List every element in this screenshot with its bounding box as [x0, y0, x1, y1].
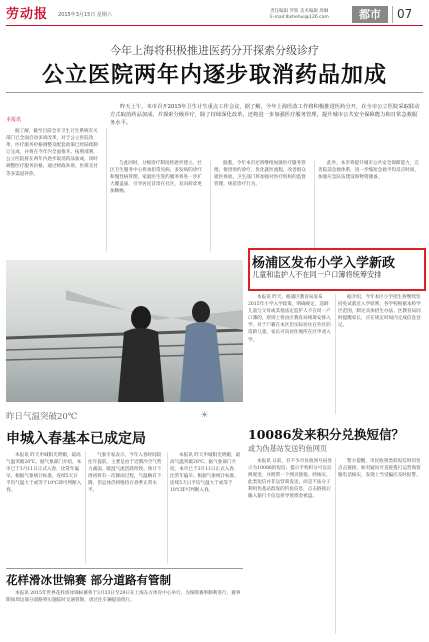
- column-divider: [106, 128, 107, 252]
- weather-column-1: 本报讯 昨天申城阳光明媚，最高气温突破20℃。据气象部门介绍，本市已于3月11日正式入春，比常年偏早。根据气象统计标准，连续5天日平均气温大于或等于10℃即可判断入春。: [6, 453, 82, 494]
- column-divider: [335, 294, 336, 414]
- section-divider: [6, 568, 243, 569]
- section-label: 都市: [352, 6, 388, 23]
- person-head: [192, 301, 210, 323]
- sms-kicker: 或为伪基站发送钓鱼网页: [248, 444, 328, 453]
- feature-column-1: 本报讯 昨天，杨浦区教育局发布2015年小学入学政策，明确规定，适龄儿童与父母或其他法定监护人不在同一户口簿的，原则上将由区教育局统筹安排入学。对于户籍在本区但实际居住在外区的适龄儿童，家长可向居住地所在区申请入学。: [248, 295, 331, 343]
- main-byline: 本报讯: [6, 117, 22, 123]
- column-divider: [85, 452, 86, 564]
- weather-column-3: 本报讯 昨天申城阳光明媚，最高气温突破20℃。据气象部门介绍，本市已于3月11日正式入春，比常年偏早。根据气象统计标准，连续5天日平均气温大于或等于10℃即可判断入春。: [170, 453, 241, 494]
- weather-headline: 申城入春基本已成定局: [6, 431, 146, 447]
- column-divider: [335, 458, 336, 634]
- person-body: [180, 322, 224, 402]
- editors-email: E-mail:lbshehui@126.com: [270, 15, 329, 20]
- person-head: [131, 306, 151, 330]
- news-photo: [6, 260, 243, 402]
- page-number: 07: [392, 6, 427, 23]
- skating-headline: 花样滑冰世锦赛 部分道路有管制: [6, 573, 172, 587]
- issue-date: 2015年3月15日 星期六: [58, 12, 112, 18]
- main-headline: 公立医院两年内逐步取消药品加成: [41, 62, 387, 88]
- feature-subheadline: 儿童和监护人不在同一户口簿将统筹安排: [252, 270, 382, 279]
- masthead-divider: [6, 25, 423, 26]
- photo-illustration: [6, 260, 243, 402]
- person-body: [118, 328, 164, 402]
- main-kicker: 今年上海将积极推进医药分开探索分级诊疗: [110, 44, 319, 57]
- editors-line: 责任编辑 罗辉 美术编辑 周琳: [270, 9, 329, 14]
- main-column-4: 此外，本市将提升城市公共安全保障能力，完善院前急救体系，进一步缩短急救平均反应时间，加强应急队伍建设和物资储备。: [318, 161, 420, 181]
- newspaper-logo: 劳动报: [6, 7, 49, 22]
- column-divider: [167, 452, 168, 564]
- main-column-2: 与此同时，分级诊疗制度将逐步建立。社区卫生服务中心将承担常见病、多发病的诊疗和慢性病管理，家庭医生签约服务将进一步扩大覆盖面，引导居民首诊在社区，双向转诊更加顺畅。: [110, 161, 202, 195]
- column-divider: [314, 160, 315, 252]
- headline-divider: [6, 92, 423, 93]
- column-divider: [210, 160, 211, 252]
- feature-headline: 杨浦区发布小学入学新政: [252, 256, 396, 271]
- skating-body: 本报讯 2015年世界花样滑冰锦标赛将于3月23日至29日在上海东方体育中心举行。为保障赛事顺利进行，赛事期间周边部分道路将实施临时交通管制，请过往车辆提前绕行。: [6, 591, 241, 604]
- main-column-1: 据了解，截至目前全市卫生计生系统有关部门已全面启动多项改革，对于公立医院改革，医疗服务价格调整及配套政策已经陆续制订完成，并将在今年内全面推开。按照部署，公立医院将在两年内逐步取消药品加成，同时调整医疗服务价格，通过财政补助、医保支付等多渠道补偿。: [6, 129, 98, 177]
- main-column-3: 据悉，今年本市还将继续加强医疗服务管理，推进预约诊疗，优化就医流程，改善群众就医体验。卫生部门将加强对医疗机构的监督管理，规范诊疗行为。: [214, 161, 306, 188]
- weather-column-2: 气象专家表示，今年入春时间较往年提前，主要是由于近期冷空气势力减弱，暖湿气流活跃所致。预计下周初将有一次降雨过程，气温略有下降，但总体仍将维持在春季正常水平。: [88, 453, 162, 494]
- feature-column-2: 据介绍，今年本区小学招生将继续坚持免试就近入学原则，各学校根据本校学区范围，制定具体招生办法。区教育局同时提醒家长，应在规定时间内完成信息登记。: [338, 295, 421, 329]
- sun-icon: ☀: [200, 410, 209, 421]
- editors-credit: [270, 9, 329, 21]
- bridge-structure: [66, 290, 243, 330]
- weather-kicker: 昨日气温突破20℃: [6, 412, 78, 422]
- main-lead-paragraph: 昨天上午，本市召开2015年卫生计生重点工作会议，据了解，今年上海医改工作将积极推进医药分开，在全市公立医院采取联动方式取消药品加成，并探索分级诊疗，除了持续深化改革，还将进一步加强医疗服务管理，提升城市公共安全保障能力和日常急救服务水平。: [110, 104, 420, 126]
- sms-column-1: 本报讯 日前，有不少市民收到号码显示为10086的短信，提示手机积分可以兑换现金，并附带一个网页链接。经核实，此类短信并非运营商发送，而是不法分子利用伪基站群发的钓鱼信息，点击链接后输入银行卡信息将导致资金被盗。: [248, 459, 332, 500]
- sms-column-2: 警方提醒，市民收到类似短信时切勿点击链接，如有疑问可直接拨打运营商客服电话核实，发现上当受骗应及时报警。: [338, 459, 421, 479]
- sms-headline: 10086发来积分兑换短信？: [248, 427, 404, 442]
